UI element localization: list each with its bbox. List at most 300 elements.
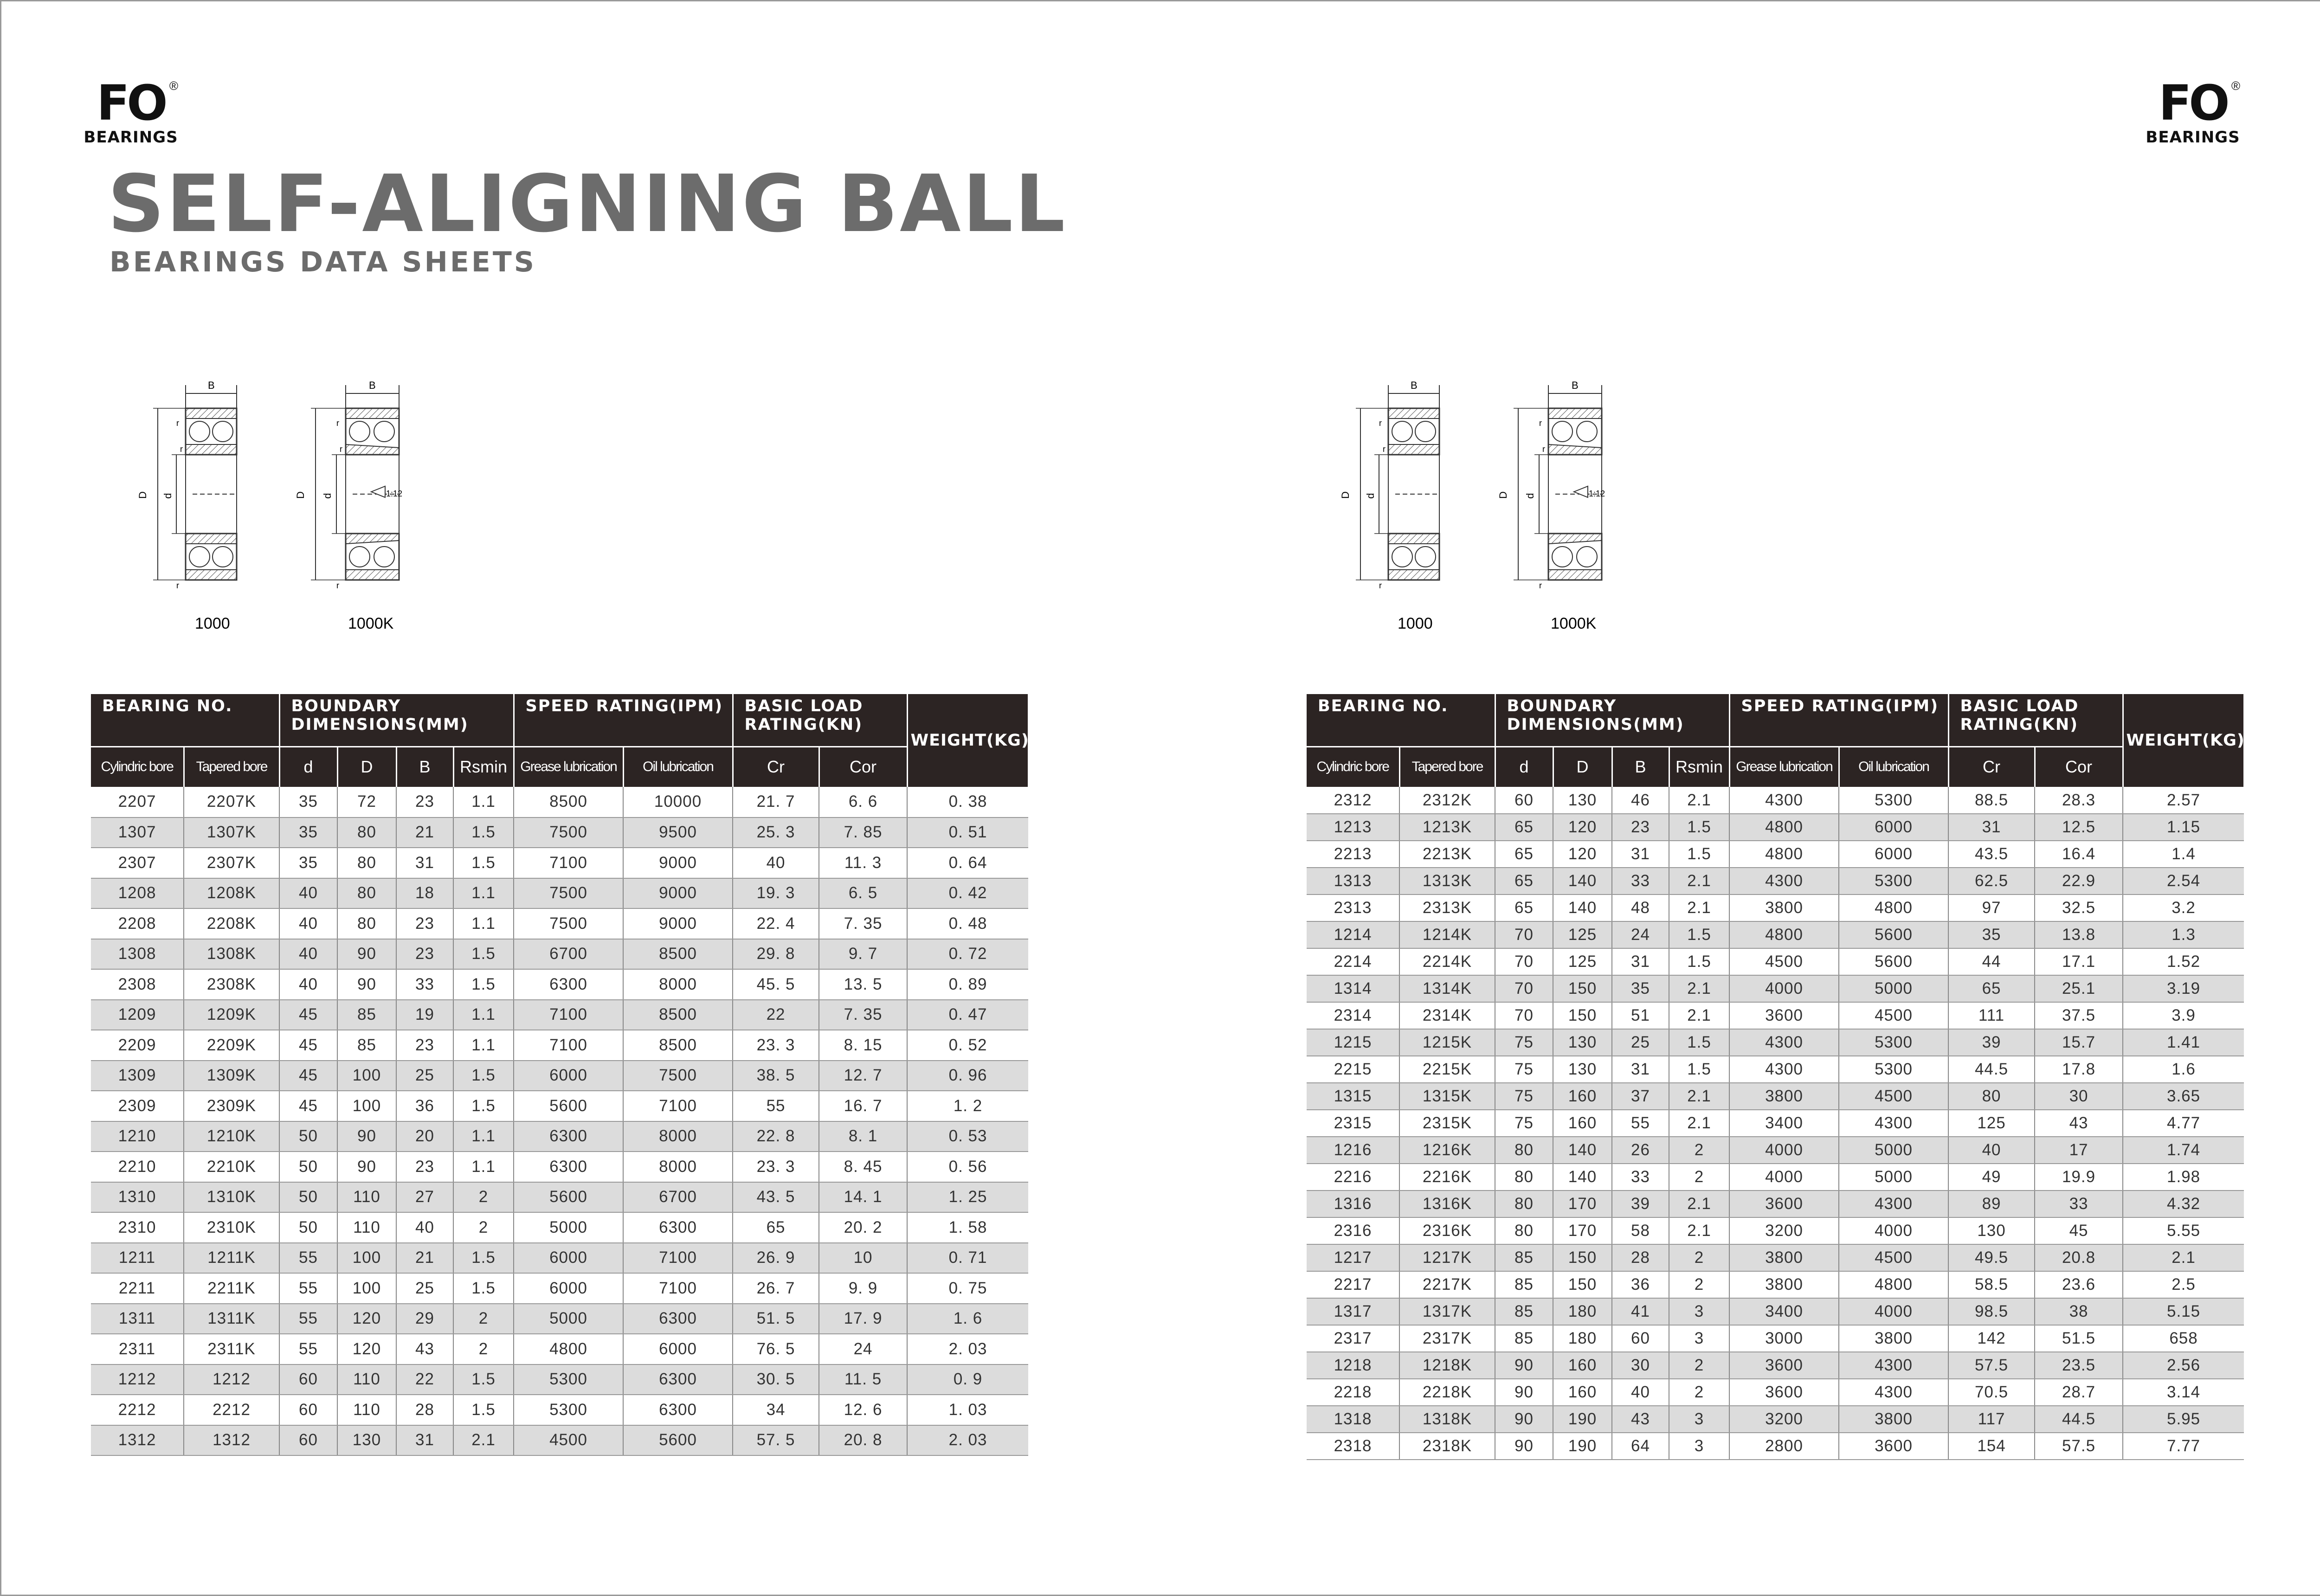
cell-cr: 31: [1948, 814, 2035, 841]
cell-tapered-bore: 2307K: [184, 848, 279, 878]
cell-cylindric-bore: 2317: [1307, 1325, 1399, 1352]
cell-cylindric-bore: 1215: [1307, 1029, 1399, 1056]
cell-cor: 20.8: [2035, 1244, 2123, 1271]
cell-d: 75: [1495, 1029, 1553, 1056]
cell-D: 110: [337, 1182, 396, 1213]
cell-rsmin: 1.1: [453, 908, 514, 939]
cell-B: 31: [1612, 841, 1669, 868]
cell-cr: 22. 4: [733, 908, 819, 939]
cell-tapered-bore: 1213K: [1399, 814, 1495, 841]
cell-weight: 2.1: [2123, 1244, 2244, 1271]
cell-grease-speed: 3400: [1729, 1298, 1839, 1325]
header-weight: WEIGHT(KG): [2123, 694, 2244, 787]
table-row: [1307, 868, 2244, 895]
cell-D: 120: [337, 1334, 396, 1364]
dim-d-label: d: [322, 493, 333, 499]
cell-B: 37: [1612, 1083, 1669, 1110]
cell-D: 140: [1553, 868, 1612, 895]
cell-weight: 658: [2123, 1325, 2244, 1352]
cell-cylindric-bore: 2315: [1307, 1110, 1399, 1137]
cell-grease-speed: 6300: [514, 969, 623, 1000]
cell-grease-speed: 3600: [1729, 1191, 1839, 1217]
cell-oil-speed: 6700: [623, 1182, 733, 1213]
cell-tapered-bore: 2211K: [184, 1273, 279, 1304]
cell-D: 120: [1553, 841, 1612, 868]
cell-B: 35: [1612, 975, 1669, 1002]
cell-cr: 125: [1948, 1110, 2035, 1137]
subheader-tapered-bore: Tapered bore: [184, 747, 279, 787]
cell-B: 23: [396, 787, 453, 817]
cell-cor: 16. 7: [819, 1091, 907, 1121]
cell-rsmin: 2.1: [1669, 1002, 1729, 1029]
header-load: BASIC LOAD RATING(KN): [733, 694, 907, 747]
cell-d: 40: [279, 969, 337, 1000]
cell-cor: 14. 1: [819, 1182, 907, 1213]
cell-weight: 1.74: [2123, 1137, 2244, 1164]
cell-tapered-bore: 2210K: [184, 1152, 279, 1182]
cell-cylindric-bore: 2211: [91, 1273, 184, 1304]
cell-D: 110: [337, 1364, 396, 1395]
cell-cor: 12.5: [2035, 814, 2123, 841]
cell-oil-speed: 3600: [1839, 1433, 1948, 1460]
cell-B: 31: [396, 1425, 453, 1456]
cell-d: 80: [1495, 1217, 1553, 1244]
cell-rsmin: 1.1: [453, 878, 514, 909]
cell-d: 45: [279, 1091, 337, 1121]
cell-oil-speed: 4000: [1839, 1217, 1948, 1244]
cell-weight: 2.57: [2123, 787, 2244, 814]
cell-d: 90: [1495, 1352, 1553, 1379]
cell-tapered-bore: 1318K: [1399, 1406, 1495, 1433]
cell-D: 100: [337, 1273, 396, 1304]
cell-D: 80: [337, 878, 396, 909]
cell-rsmin: 1.1: [453, 1000, 514, 1030]
cell-cr: 43. 5: [733, 1182, 819, 1213]
cell-B: 43: [1612, 1406, 1669, 1433]
table-row: [1307, 895, 2244, 921]
table-row: [1307, 1352, 2244, 1379]
cell-rsmin: 3: [1669, 1406, 1729, 1433]
cell-D: 90: [337, 1121, 396, 1152]
cell-d: 50: [279, 1182, 337, 1213]
subheader-oil: Oil lubrication: [1839, 747, 1948, 787]
cell-tapered-bore: 1314K: [1399, 975, 1495, 1002]
table-row: [91, 939, 1028, 970]
table-row: [91, 1212, 1028, 1243]
cell-weight: 4.32: [2123, 1191, 2244, 1217]
cell-grease-speed: 3600: [1729, 1352, 1839, 1379]
table-row: [91, 848, 1028, 878]
cell-cylindric-bore: 1316: [1307, 1191, 1399, 1217]
cell-rsmin: 1.5: [453, 969, 514, 1000]
cell-grease-speed: 3600: [1729, 1002, 1839, 1029]
cell-cr: 44.5: [1948, 1056, 2035, 1083]
cell-oil-speed: 8500: [623, 1000, 733, 1030]
cell-cr: 39: [1948, 1029, 2035, 1056]
cell-cylindric-bore: 1318: [1307, 1406, 1399, 1433]
table-row: [1307, 1191, 2244, 1217]
cell-d: 70: [1495, 1002, 1553, 1029]
table-row: [1307, 1083, 2244, 1110]
spec-table-right: [1307, 694, 2245, 1460]
cell-cr: 62.5: [1948, 868, 2035, 895]
cell-grease-speed: 3200: [1729, 1217, 1839, 1244]
cell-oil-speed: 4300: [1839, 1379, 1948, 1406]
cell-grease-speed: 6700: [514, 939, 623, 970]
cell-tapered-bore: 1216K: [1399, 1137, 1495, 1164]
cell-cylindric-bore: 1213: [1307, 814, 1399, 841]
table-row: [91, 1121, 1028, 1152]
cell-weight: 0. 56: [907, 1152, 1028, 1182]
cell-oil-speed: 5300: [1839, 1029, 1948, 1056]
cell-rsmin: 1.5: [1669, 841, 1729, 868]
cell-grease-speed: 5000: [514, 1212, 623, 1243]
cell-cor: 11. 3: [819, 848, 907, 878]
bearing-1000-section: [137, 380, 237, 632]
table-row: [1307, 975, 2244, 1002]
cell-D: 85: [337, 1000, 396, 1030]
cell-tapered-bore: 1218K: [1399, 1352, 1495, 1379]
cell-cylindric-bore: 2213: [1307, 841, 1399, 868]
cell-cr: 25. 3: [733, 817, 819, 848]
cell-D: 130: [1553, 1056, 1612, 1083]
cell-tapered-bore: 2309K: [184, 1091, 279, 1121]
cell-B: 33: [1612, 1164, 1669, 1191]
cell-D: 80: [337, 848, 396, 878]
cell-B: 25: [396, 1273, 453, 1304]
cell-grease-speed: 6000: [514, 1243, 623, 1274]
cell-rsmin: 1.5: [1669, 921, 1729, 948]
header-load: BASIC LOAD RATING(KN): [1948, 694, 2123, 747]
cell-cr: 22. 8: [733, 1121, 819, 1152]
cell-cr: 58.5: [1948, 1271, 2035, 1298]
cell-oil-speed: 3800: [1839, 1325, 1948, 1352]
cell-cr: 76. 5: [733, 1334, 819, 1364]
cell-grease-speed: 4500: [514, 1425, 623, 1456]
cell-D: 125: [1553, 948, 1612, 975]
cell-grease-speed: 3200: [1729, 1406, 1839, 1433]
cell-oil-speed: 7100: [623, 1091, 733, 1121]
table-body-left: [91, 787, 1028, 1455]
cell-cor: 13.8: [2035, 921, 2123, 948]
cell-d: 85: [1495, 1244, 1553, 1271]
cell-rsmin: 1.5: [1669, 948, 1729, 975]
cell-cylindric-bore: 1308: [91, 939, 184, 970]
dim-r-label: r: [1379, 418, 1382, 428]
cell-B: 31: [396, 848, 453, 878]
dim-d-label: d: [1524, 493, 1536, 499]
cell-weight: 0. 9: [907, 1364, 1028, 1395]
cell-B: 36: [1612, 1271, 1669, 1298]
cell-cor: 20. 2: [819, 1212, 907, 1243]
cell-grease-speed: 4300: [1729, 868, 1839, 895]
cell-weight: 0. 38: [907, 787, 1028, 817]
cell-tapered-bore: 1214K: [1399, 921, 1495, 948]
cell-grease-speed: 4800: [1729, 841, 1839, 868]
cell-rsmin: 3: [1669, 1325, 1729, 1352]
cell-grease-speed: 3800: [1729, 1083, 1839, 1110]
cell-D: 150: [1553, 1244, 1612, 1271]
cell-grease-speed: 8500: [514, 787, 623, 817]
table-row: [1307, 921, 2244, 948]
brand-sub: BEARINGS: [84, 128, 178, 147]
cell-grease-speed: 3400: [1729, 1110, 1839, 1137]
cell-cor: 17.8: [2035, 1056, 2123, 1083]
cell-oil-speed: 4500: [1839, 1083, 1948, 1110]
cell-d: 50: [279, 1212, 337, 1243]
cell-d: 60: [279, 1364, 337, 1395]
cell-cylindric-bore: 2209: [91, 1030, 184, 1061]
cell-oil-speed: 4500: [1839, 1244, 1948, 1271]
cell-B: 36: [396, 1091, 453, 1121]
cell-oil-speed: 8500: [623, 939, 733, 970]
cell-d: 60: [1495, 787, 1553, 814]
cell-cr: 130: [1948, 1217, 2035, 1244]
cell-cr: 49.5: [1948, 1244, 2035, 1271]
header-speed: SPEED RATING(IPM): [1729, 694, 1948, 747]
cell-d: 70: [1495, 975, 1553, 1002]
cell-B: 28: [1612, 1244, 1669, 1271]
cell-B: 33: [1612, 868, 1669, 895]
cell-tapered-bore: 2317K: [1399, 1325, 1495, 1352]
cell-cylindric-bore: 1313: [1307, 868, 1399, 895]
cell-grease-speed: 4800: [1729, 814, 1839, 841]
header-speed: SPEED RATING(IPM): [514, 694, 733, 747]
cell-grease-speed: 7500: [514, 817, 623, 848]
cell-oil-speed: 8500: [623, 1030, 733, 1061]
cell-cylindric-bore: 1209: [91, 1000, 184, 1030]
cell-cor: 28.3: [2035, 787, 2123, 814]
cell-tapered-bore: 1316K: [1399, 1191, 1495, 1217]
cell-B: 24: [1612, 921, 1669, 948]
subheader-rsmin: Rsmin: [453, 747, 514, 787]
cell-grease-speed: 4000: [1729, 1164, 1839, 1191]
cell-cor: 28.7: [2035, 1379, 2123, 1406]
table-row: [91, 1243, 1028, 1274]
cell-B: 26: [1612, 1137, 1669, 1164]
cell-rsmin: 2: [1669, 1164, 1729, 1191]
cell-cor: 11. 5: [819, 1364, 907, 1395]
cell-grease-speed: 6000: [514, 1273, 623, 1304]
table-row: [1307, 841, 2244, 868]
cell-oil-speed: 5000: [1839, 975, 1948, 1002]
cell-tapered-bore: 2216K: [1399, 1164, 1495, 1191]
subheader-cylindric-bore: Cylindric bore: [91, 747, 184, 787]
cell-D: 140: [1553, 895, 1612, 921]
cell-cr: 19. 3: [733, 878, 819, 909]
subheader-D: D: [337, 747, 396, 787]
cell-d: 80: [1495, 1191, 1553, 1217]
cell-weight: 2.5: [2123, 1271, 2244, 1298]
cell-tapered-bore: 2315K: [1399, 1110, 1495, 1137]
table-row: [91, 1334, 1028, 1364]
cell-grease-speed: 4000: [1729, 1137, 1839, 1164]
cell-cr: 22: [733, 1000, 819, 1030]
cell-cor: 7. 35: [819, 1000, 907, 1030]
cell-B: 29: [396, 1304, 453, 1334]
cell-B: 23: [1612, 814, 1669, 841]
cell-rsmin: 2: [1669, 1137, 1729, 1164]
cell-cylindric-bore: 2312: [1307, 787, 1399, 814]
cell-tapered-bore: 2316K: [1399, 1217, 1495, 1244]
cell-d: 60: [279, 1395, 337, 1425]
cell-d: 40: [279, 908, 337, 939]
cell-weight: 0. 51: [907, 817, 1028, 848]
cell-cylindric-bore: 2313: [1307, 895, 1399, 921]
cell-rsmin: 2.1: [1669, 1191, 1729, 1217]
cell-cr: 80: [1948, 1083, 2035, 1110]
cell-cor: 12. 7: [819, 1061, 907, 1091]
cell-oil-speed: 4000: [1839, 1298, 1948, 1325]
cell-d: 35: [279, 817, 337, 848]
cell-B: 41: [1612, 1298, 1669, 1325]
cell-oil-speed: 9000: [623, 878, 733, 909]
cell-cylindric-bore: 2316: [1307, 1217, 1399, 1244]
table-row: [1307, 1164, 2244, 1191]
cell-cylindric-bore: 1211: [91, 1243, 184, 1274]
table-row: [1307, 1298, 2244, 1325]
cell-weight: 1. 6: [907, 1304, 1028, 1334]
cell-weight: 1.15: [2123, 814, 2244, 841]
subheader-tapered-bore: Tapered bore: [1399, 747, 1495, 787]
cell-tapered-bore: 1215K: [1399, 1029, 1495, 1056]
cell-grease-speed: 5600: [514, 1182, 623, 1213]
cell-B: 51: [1612, 1002, 1669, 1029]
cell-oil-speed: 5300: [1839, 1056, 1948, 1083]
subheader-cor: Cor: [819, 747, 907, 787]
cell-cr: 35: [1948, 921, 2035, 948]
cell-cylindric-bore: 1307: [91, 817, 184, 848]
cell-tapered-bore: 1208K: [184, 878, 279, 909]
cell-grease-speed: 3800: [1729, 1244, 1839, 1271]
table-row: [91, 817, 1028, 848]
subheader-cr: Cr: [733, 747, 819, 787]
cell-tapered-bore: 2217K: [1399, 1271, 1495, 1298]
cell-cor: 51.5: [2035, 1325, 2123, 1352]
cell-oil-speed: 4300: [1839, 1110, 1948, 1137]
cell-cor: 17.1: [2035, 948, 2123, 975]
cell-D: 130: [1553, 1029, 1612, 1056]
cell-d: 85: [1495, 1298, 1553, 1325]
cell-tapered-bore: 2207K: [184, 787, 279, 817]
cell-weight: 1. 25: [907, 1182, 1028, 1213]
cell-B: 19: [396, 1000, 453, 1030]
dim-r-label: r: [180, 444, 183, 454]
cell-d: 60: [279, 1425, 337, 1456]
cell-grease-speed: 4800: [514, 1334, 623, 1364]
cell-oil-speed: 5000: [1839, 1164, 1948, 1191]
cell-cylindric-bore: 1314: [1307, 975, 1399, 1002]
cell-oil-speed: 6000: [623, 1334, 733, 1364]
cell-grease-speed: 5300: [514, 1364, 623, 1395]
cell-d: 40: [279, 939, 337, 970]
cell-grease-speed: 3000: [1729, 1325, 1839, 1352]
cell-cr: 49: [1948, 1164, 2035, 1191]
cell-D: 130: [337, 1425, 396, 1456]
cell-cr: 98.5: [1948, 1298, 2035, 1325]
cell-tapered-bore: 1209K: [184, 1000, 279, 1030]
cell-rsmin: 1.1: [453, 787, 514, 817]
cell-rsmin: 2.1: [1669, 1217, 1729, 1244]
cell-cr: 23. 3: [733, 1152, 819, 1182]
cell-tapered-bore: 2212: [184, 1395, 279, 1425]
cell-cr: 43.5: [1948, 841, 2035, 868]
cell-cor: 22.9: [2035, 868, 2123, 895]
cell-grease-speed: 4800: [1729, 921, 1839, 948]
cell-rsmin: 2: [453, 1334, 514, 1364]
cell-cor: 13. 5: [819, 969, 907, 1000]
table-row: [91, 1182, 1028, 1213]
cell-rsmin: 2.1: [1669, 975, 1729, 1002]
cell-cor: 10: [819, 1243, 907, 1274]
table-row: [1307, 1433, 2244, 1460]
cell-cr: 55: [733, 1091, 819, 1121]
cell-D: 150: [1553, 1271, 1612, 1298]
cell-D: 120: [337, 1304, 396, 1334]
dim-D-label: D: [1340, 491, 1351, 499]
cell-cr: 44: [1948, 948, 2035, 975]
cell-rsmin: 1.5: [453, 1091, 514, 1121]
cell-cor: 16.4: [2035, 841, 2123, 868]
cell-oil-speed: 9000: [623, 848, 733, 878]
cell-B: 55: [1612, 1110, 1669, 1137]
cell-D: 180: [1553, 1298, 1612, 1325]
cell-B: 31: [1612, 948, 1669, 975]
subheader-cylindric-bore: Cylindric bore: [1307, 747, 1399, 787]
cell-rsmin: 1.5: [453, 848, 514, 878]
cell-D: 110: [337, 1395, 396, 1425]
cell-d: 45: [279, 1061, 337, 1091]
cell-cor: 23.5: [2035, 1352, 2123, 1379]
cell-weight: 0. 96: [907, 1061, 1028, 1091]
cell-D: 110: [337, 1212, 396, 1243]
cell-tapered-bore: 1315K: [1399, 1083, 1495, 1110]
cell-grease-speed: 6300: [514, 1152, 623, 1182]
dim-B-label: B: [1572, 380, 1579, 391]
cell-grease-speed: 7100: [514, 1000, 623, 1030]
cell-cor: 45: [2035, 1217, 2123, 1244]
cell-grease-speed: 4500: [1729, 948, 1839, 975]
cell-cylindric-bore: 2310: [91, 1212, 184, 1243]
cell-d: 90: [1495, 1379, 1553, 1406]
cell-cr: 29. 8: [733, 939, 819, 970]
cell-d: 90: [1495, 1406, 1553, 1433]
dim-B-label: B: [1411, 380, 1418, 391]
cell-cylindric-bore: 1214: [1307, 921, 1399, 948]
cell-B: 40: [1612, 1379, 1669, 1406]
table-row: [1307, 1244, 2244, 1271]
cell-oil-speed: 9000: [623, 908, 733, 939]
table-row: [91, 1000, 1028, 1030]
cell-tapered-bore: 1212: [184, 1364, 279, 1395]
cell-cylindric-bore: 2311: [91, 1334, 184, 1364]
cell-oil-speed: 4300: [1839, 1352, 1948, 1379]
cell-cor: 7. 85: [819, 817, 907, 848]
cell-D: 90: [337, 1152, 396, 1182]
table-row: [91, 908, 1028, 939]
table-row: [91, 1061, 1028, 1091]
cell-B: 25: [1612, 1029, 1669, 1056]
cell-grease-speed: 2800: [1729, 1433, 1839, 1460]
cell-rsmin: 1.5: [1669, 1056, 1729, 1083]
cell-d: 55: [279, 1304, 337, 1334]
cell-D: 160: [1553, 1110, 1612, 1137]
table-row: [91, 878, 1028, 909]
header-boundary: BOUNDARY DIMENSIONS(MM): [279, 694, 514, 747]
table-row: [91, 1152, 1028, 1182]
table-row: [1307, 1110, 2244, 1137]
cell-rsmin: 2: [1669, 1244, 1729, 1271]
